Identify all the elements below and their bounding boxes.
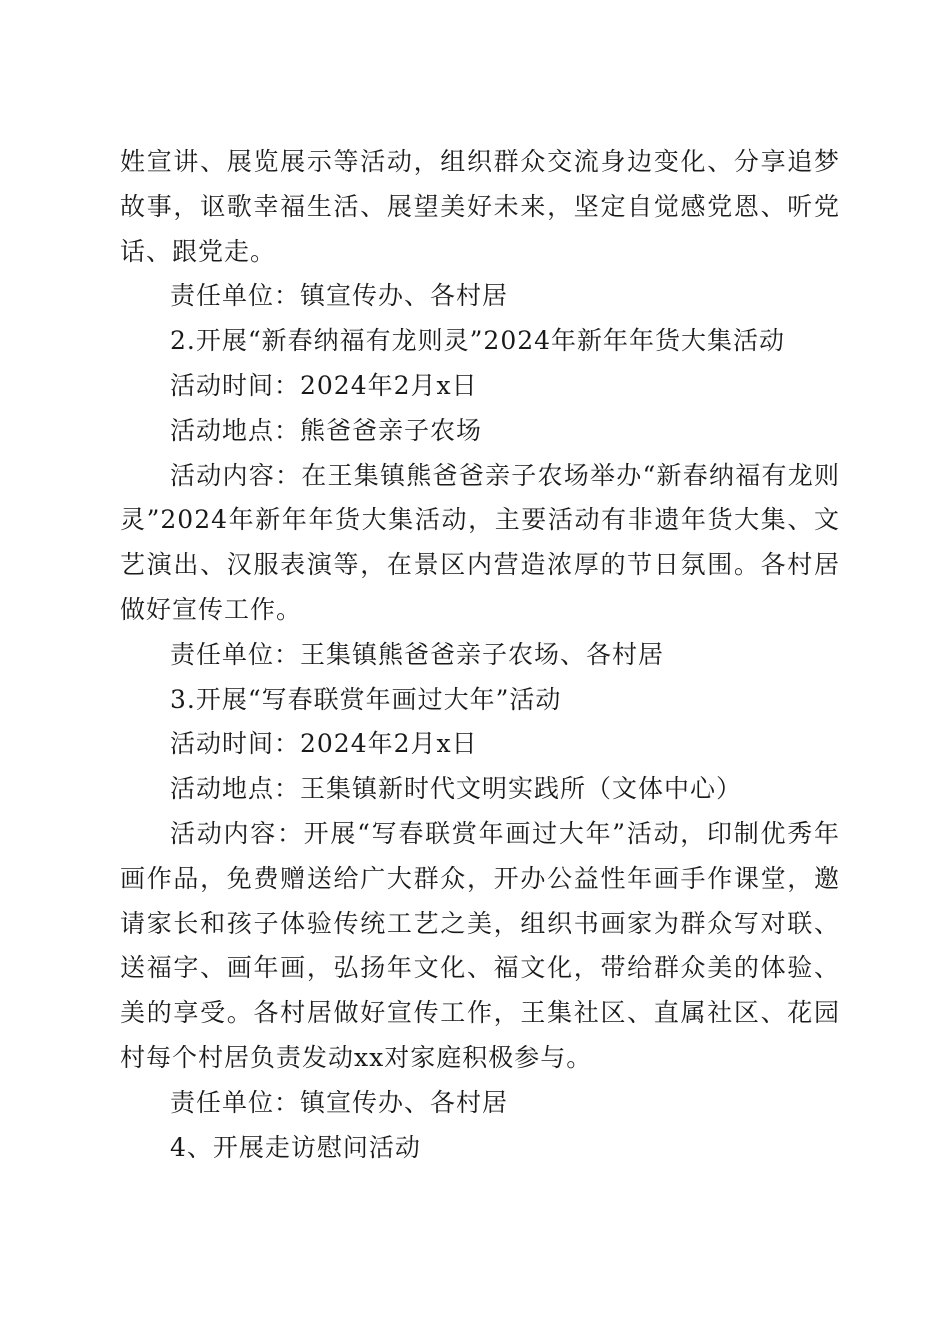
paragraph-item-3-title: 3.开展“写春联赏年画过大年”活动 bbox=[170, 684, 562, 714]
paragraph-item-3-time: 活动时间：2024年2月x日 bbox=[170, 729, 478, 759]
paragraph-item-2-content: 活动内容：在王集镇熊爸爸亲子农场举办“新春纳福有龙则灵”2024年新年年货大集活动，主要活动有非遗年货大集、文艺演出、汉服表演等，在景区内营造浓厚的节日氛围。各村居做好宣传工作。 bbox=[120, 460, 840, 624]
paragraph-item-3-responsible-unit: 责任单位：镇宣传办、各村居 bbox=[170, 1087, 509, 1117]
paragraph-item-4-title: 4、开展走访慰问活动 bbox=[170, 1132, 421, 1162]
paragraph-item-2-location: 活动地点：熊爸爸亲子农场 bbox=[170, 415, 483, 445]
paragraph-item-2-time: 活动时间：2024年2月x日 bbox=[170, 370, 478, 400]
paragraph-item-2-title: 2.开展“新春纳福有龙则灵”2024年新年年货大集活动 bbox=[170, 326, 786, 356]
document-body bbox=[120, 140, 840, 1170]
paragraph-item-3-content: 活动内容：开展“写春联赏年画过大年”活动，印制优秀年画作品，免费赠送给广大群众，开办公益性年画手作课堂，邀请家长和孩子体验传统工艺之美，组织书画家为群众写对联、送福字、画年画，弘扬年文化、福文化，带给群众美的体验、美的享受。各村居做好宣传工作，王集社区、直属社区、花园村每个村居负责发动xx对家庭积极参与。 bbox=[120, 818, 840, 1072]
paragraph-item-2-responsible-unit: 责任单位：王集镇熊爸爸亲子农场、各村居 bbox=[170, 639, 665, 669]
paragraph-continuation: 姓宣讲、展览展示等活动，组织群众交流身边变化、分享追梦故事，讴歌幸福生活、展望美好未来，坚定自觉感党恩、听党话、跟党走。 bbox=[120, 147, 840, 266]
paragraph-item-3-location: 活动地点：王集镇新时代文明实践所（文体中心） bbox=[170, 774, 743, 804]
paragraph-responsible-unit-1: 责任单位：镇宣传办、各村居 bbox=[170, 281, 509, 311]
